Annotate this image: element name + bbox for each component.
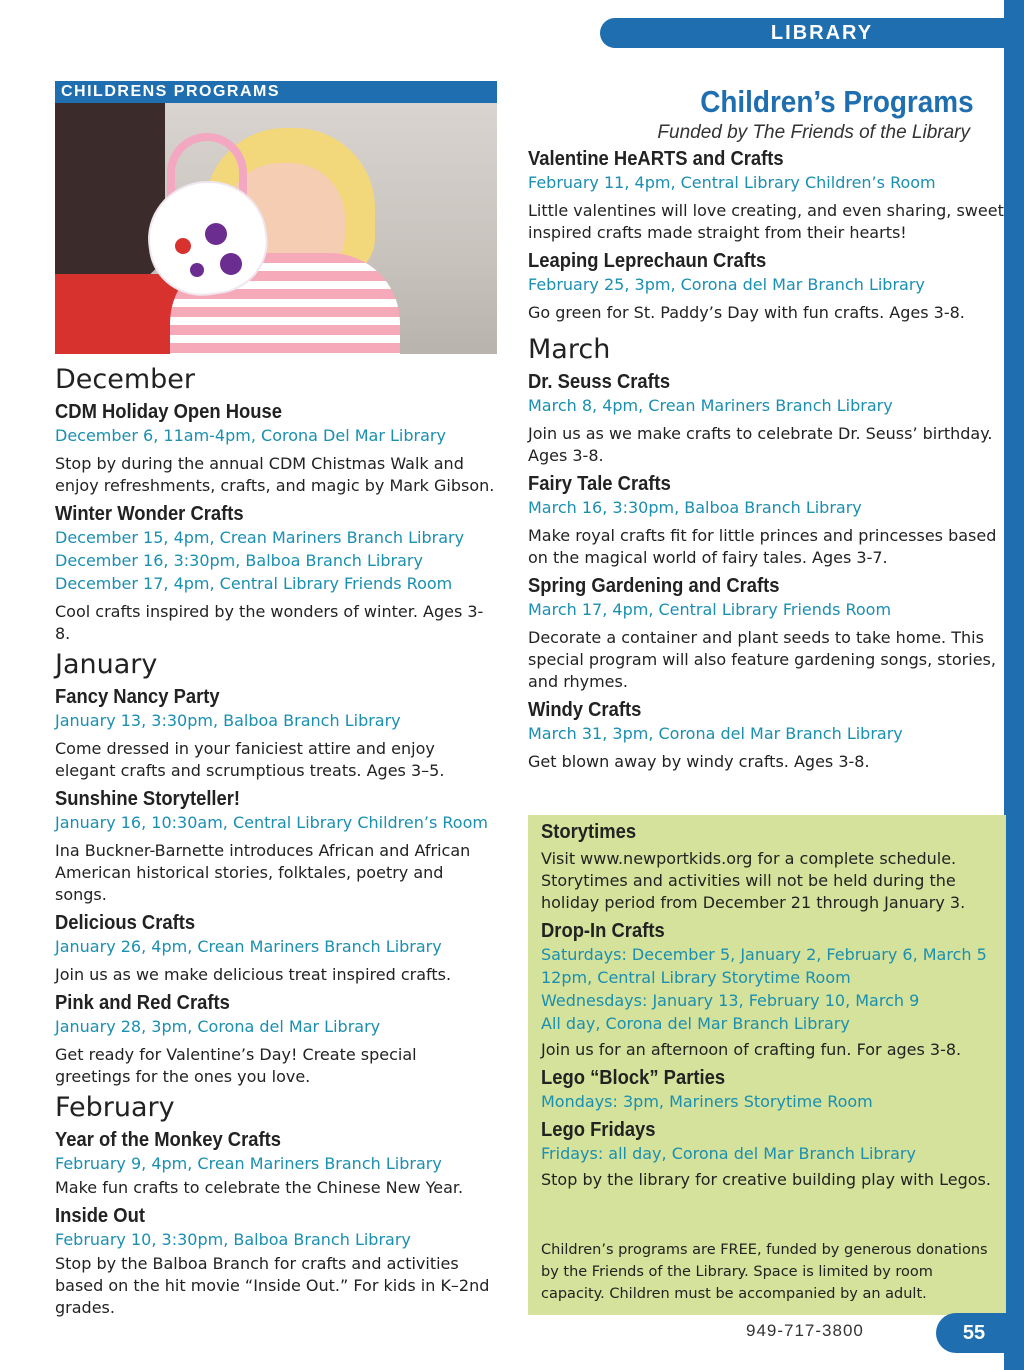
event-item [528,575,1006,693]
event-title: Fancy Nancy Party [55,686,220,708]
event-item [528,148,1006,244]
month-heading-january: January [55,649,158,680]
event-when: December 6, 11am-4pm, Corona Del Mar Library [55,426,446,445]
event-item [55,503,497,645]
event-description: Visit www.newportkids.org for a complete schedule. Storytimes and activities will not be held during the holiday period from December 21 through January 3. [541,849,966,912]
event-title: Fairy Tale Crafts [528,473,671,495]
event-when: January 28, 3pm, Corona del Mar Library [55,1017,381,1036]
event-title: Dr. Seuss Crafts [528,371,671,393]
event-when: March 16, 3:30pm, Balboa Branch Library [528,498,862,517]
event-item [55,1205,497,1319]
event-when: February 25, 3pm, Corona del Mar Branch Library [528,275,925,294]
event-when: January 16, 10:30am, Central Library Children’s Room [55,813,488,832]
event-description: Join us for an afternoon of crafting fun. For ages 3-8. [541,1040,962,1059]
event-title: Year of the Monkey Crafts [55,1129,281,1151]
event-item [541,1119,994,1191]
page-number: 55 [936,1313,1024,1353]
event-title: Storytimes [541,821,637,843]
event-description: Come dressed in your faniciest attire and enjoy elegant crafts and scrumptious treats. Ages 3–5. [55,739,445,780]
event-title: Winter Wonder Crafts [55,503,244,525]
event-when: February 9, 4pm, Crean Mariners Branch Library [55,1154,442,1173]
event-description: Join us as we make delicious treat inspired crafts. [55,965,452,984]
event-item [541,821,994,914]
event-description: Make fun crafts to celebrate the Chinese New Year. [55,1178,464,1197]
event-title: Leaping Leprechaun Crafts [528,250,767,272]
event-description: Get ready for Valentine’s Day! Create special greetings for the ones you love. [55,1045,417,1086]
event-item [528,699,1006,773]
event-when: 12pm, Central Library Storytime Room [541,968,851,987]
event-item [55,912,497,986]
month-heading-february: February [55,1092,175,1123]
phone-number: 949-717-3800 [746,1321,864,1340]
photo-header: CHILDRENS PROGRAMS [55,81,497,103]
month-heading-march: March [528,334,611,365]
child-crafts-photo [55,103,497,354]
left-column [55,81,497,1319]
page-title: Children’s Programs [700,84,974,119]
event-description: Get blown away by windy crafts. Ages 3-8. [528,752,870,771]
event-item [528,371,1006,467]
event-description: Cool crafts inspired by the wonders of winter. Ages 3-8. [55,602,484,643]
fine-print: Children’s programs are FREE, funded by generous donations by the Friends of the Library. Space is limited by room capacity. Children must be accompanied by an adult. [541,1242,988,1302]
event-when: All day, Corona del Mar Branch Library [541,1014,850,1033]
event-when: March 31, 3pm, Corona del Mar Branch Library [528,724,903,743]
event-title: Windy Crafts [528,699,642,721]
event-description: Stop by during the annual CDM Chistmas Walk and enjoy refreshments, crafts, and magic by Mark Gibson. [55,454,495,495]
event-when: March 8, 4pm, Crean Mariners Branch Library [528,396,893,415]
event-when: March 17, 4pm, Central Library Friends Room [528,600,892,619]
event-when: January 26, 4pm, Crean Mariners Branch Library [55,937,442,956]
event-when: Saturdays: December 5, January 2, February 6, March 5 [541,945,987,964]
event-item [55,992,497,1088]
event-when: Mondays: 3pm, Mariners Storytime Room [541,1092,873,1111]
event-description: Join us as we make crafts to celebrate Dr. Seuss’ birthday. Ages 3-8. [528,424,993,465]
event-when: February 11, 4pm, Central Library Children’s Room [528,173,936,192]
right-column [528,84,1006,773]
event-item [55,401,497,497]
event-when: Fridays: all day, Corona del Mar Branch Library [541,1144,916,1163]
event-description: Go green for St. Paddy’s Day with fun crafts. Ages 3-8. [528,303,965,322]
section-tab: LIBRARY [600,18,1004,48]
event-item [541,920,994,1061]
event-title: Valentine HeARTS and Crafts [528,148,784,170]
event-description: Little valentines will love creating, and even sharing, sweet inspired crafts made straight from their hearts! [528,201,1004,242]
month-heading-december: December [55,364,196,395]
event-title: CDM Holiday Open House [55,401,282,423]
event-when: December 16, 3:30pm, Balboa Branch Library [55,551,423,570]
event-item [541,1067,994,1113]
event-description: Stop by the library for creative building play with Legos. [541,1170,991,1189]
event-title: Sunshine Storyteller! [55,788,241,810]
page-subtitle: Funded by The Friends of the Library [657,122,970,143]
event-when: Wednesdays: January 13, February 10, March 9 [541,991,920,1010]
event-description: Ina Buckner-Barnette introduces African and African American historical stories, folktales, poetry and songs. [55,841,471,904]
event-when: February 10, 3:30pm, Balboa Branch Library [55,1230,411,1249]
event-item [55,788,497,906]
ongoing-programs-box [528,815,1006,1315]
event-description: Stop by the Balboa Branch for crafts and activities based on the hit movie “Inside Out.” For kids in K–2nd grades. [55,1254,490,1317]
event-when: January 13, 3:30pm, Balboa Branch Library [55,711,401,730]
event-title: Inside Out [55,1205,145,1227]
page-edge-bar [1004,0,1024,1370]
event-title: Spring Gardening and Crafts [528,575,780,597]
event-when: December 15, 4pm, Crean Mariners Branch Library [55,528,465,547]
event-description: Decorate a container and plant seeds to take home. This special program will also feature gardening songs, stories, and rhymes. [528,628,996,691]
event-item [528,250,1006,324]
event-item [55,1129,497,1199]
event-item [528,473,1006,569]
event-title: Lego “Block” Parties [541,1067,726,1089]
event-when: December 17, 4pm, Central Library Friends Room [55,574,453,593]
event-description: Make royal crafts fit for little princes and princesses based on the magical world of fairy tales. Ages 3-7. [528,526,997,567]
event-title: Delicious Crafts [55,912,196,934]
event-title: Pink and Red Crafts [55,992,230,1014]
event-item [55,686,497,782]
event-title: Lego Fridays [541,1119,656,1141]
event-title: Drop-In Crafts [541,920,665,942]
